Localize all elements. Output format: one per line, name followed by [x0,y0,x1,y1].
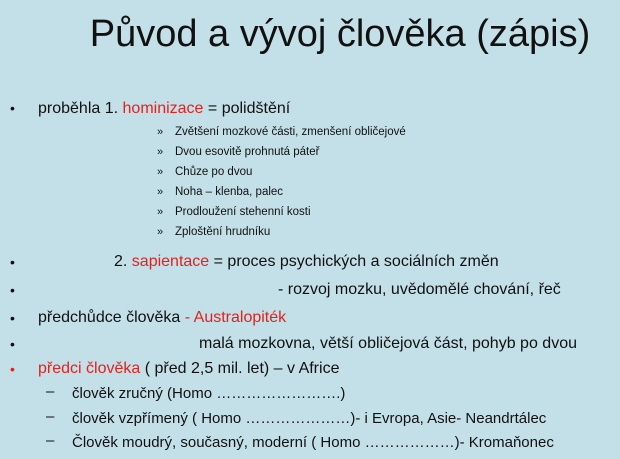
dash-icon: – [46,408,55,425]
dash-item: člověk vzpřímený ( Homo …………………)- i Evropa, Asie- Neandrtálec [72,410,547,427]
raquo-icon: » [157,186,164,198]
sub-item: Zploštění hrudníku [175,226,271,238]
sapientace-line: 2. sapientace = proces psychických a sociálních změn [114,253,499,270]
dash-item: člověk zručný (Homo …………………….) [72,385,346,402]
sub-item: Prodloužení stehenní kosti [175,206,311,218]
dash-icon: – [46,383,55,400]
raquo-icon: » [157,226,164,238]
page-title: Původ a vývoj člověka (zápis) [89,13,591,55]
bullet-icon: • [10,336,15,352]
australopitek-term: - Australopiték [184,309,287,326]
raquo-icon: » [157,166,164,178]
sub-item: Noha – klenba, palec [175,186,284,198]
hominizace-term: hominizace [122,100,204,117]
raquo-icon: » [157,146,164,158]
sapientace-term: sapientace [131,253,210,270]
hominizace-line: proběhla 1. hominizace = polidštění [38,100,291,117]
predchudce-line: předchůdce člověka - Australopiték [38,309,287,326]
bullet-icon: • [10,282,15,298]
bullet-icon: • [10,100,15,116]
raquo-icon: » [157,206,164,218]
predci-term: předci člověka [38,360,141,377]
bullet-icon: • [10,310,15,326]
bullet-icon: • [10,254,15,270]
dash-item: Člověk moudrý, současný, moderní ( Homo ………………)- Kromaňonec [72,434,554,451]
rozvoj-line: - rozvoj mozku, uvědomělé chování, řeč [278,281,561,298]
mozkovna-line: malá mozkovna, větší obličejová část, pohyb po dvou [199,335,577,352]
bullet-icon: • [10,361,15,377]
sub-item: Zvětšení mozkové části, zmenšení obličejové [175,126,406,138]
sub-item: Chůze po dvou [175,166,253,178]
dash-icon: – [46,432,55,449]
predci-line: předci člověka ( před 2,5 mil. let) – v Africe [38,360,340,377]
raquo-icon: » [157,126,164,138]
sub-item: Dvou esovitě prohnutá páteř [175,146,320,158]
